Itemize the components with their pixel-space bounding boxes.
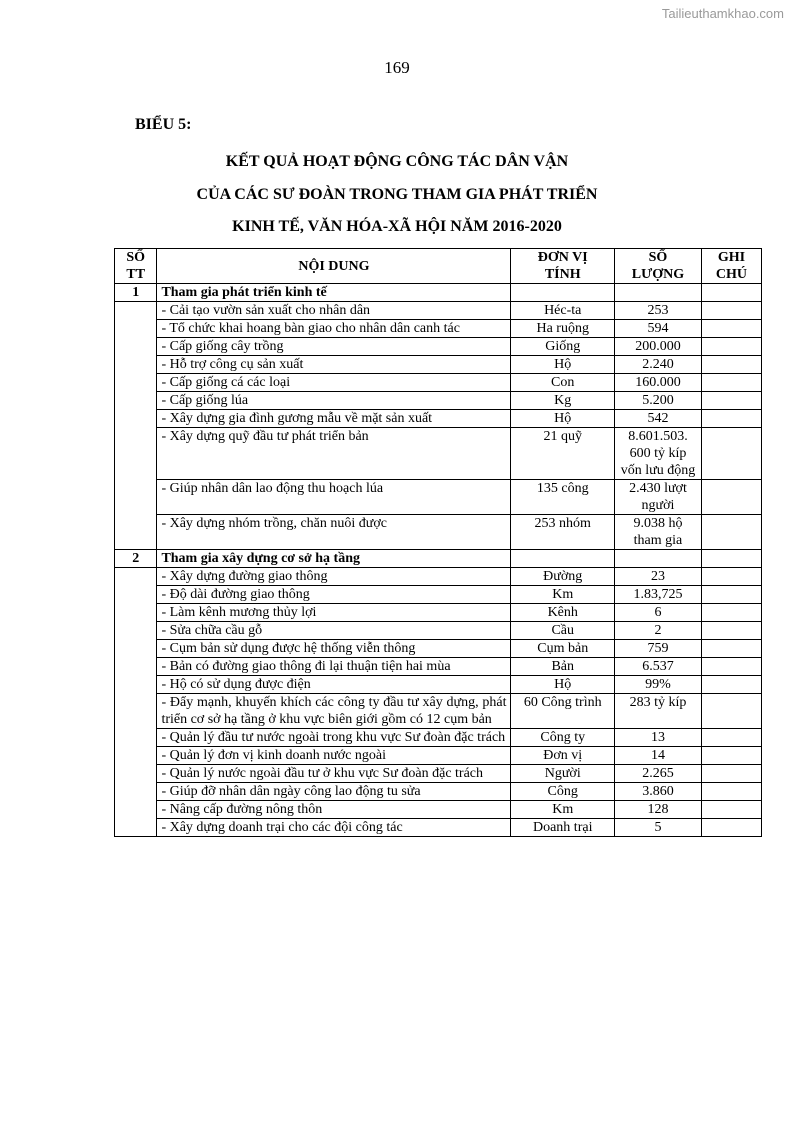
- row-note: [701, 410, 761, 428]
- row-unit: Đơn vị: [511, 747, 615, 765]
- section-number: 1: [115, 284, 157, 302]
- row-qty: 1.83,725: [614, 586, 701, 604]
- row-content: - Độ dài đường giao thông: [157, 586, 511, 604]
- row-content: - Làm kênh mương thủy lợi: [157, 604, 511, 622]
- row-unit: Km: [511, 586, 615, 604]
- row-unit: 253 nhóm: [511, 515, 615, 550]
- header-unit: [511, 249, 615, 284]
- row-unit: Con: [511, 374, 615, 392]
- row-content: - Giúp đỡ nhân dân ngày công lao động tu sửa: [157, 783, 511, 801]
- row-qty: 5: [614, 819, 701, 837]
- header-stt: [115, 249, 157, 284]
- header-note-line-2: CHÚ: [715, 267, 748, 282]
- results-table: [114, 248, 762, 837]
- section-row-2: [115, 550, 762, 568]
- row-unit: 60 Công trình: [511, 694, 615, 729]
- row-unit: Kg: [511, 392, 615, 410]
- table-label: BIỂU 5:: [135, 116, 192, 133]
- header-qty-line-1: SỐ: [648, 250, 668, 265]
- header-qty: [614, 249, 701, 284]
- row-qty: 759: [614, 640, 701, 658]
- row-qty: 2: [614, 622, 701, 640]
- row-qty: 160.000: [614, 374, 701, 392]
- header-stt-line-2: TT: [126, 267, 146, 282]
- row-qty: 2.265: [614, 765, 701, 783]
- row-note: [701, 747, 761, 765]
- row-unit: Công: [511, 783, 615, 801]
- row-note: [701, 428, 761, 480]
- row-unit: Doanh trại: [511, 819, 615, 837]
- row-qty: 23: [614, 568, 701, 586]
- row-qty: 2.430 lượt người: [614, 480, 701, 515]
- row-note: [701, 515, 761, 550]
- row-unit: Kênh: [511, 604, 615, 622]
- page-number: 169: [384, 58, 410, 77]
- row-unit: Km: [511, 801, 615, 819]
- row-content: - Sửa chữa cầu gỗ: [157, 622, 511, 640]
- table-row: [115, 765, 762, 783]
- table-row: [115, 356, 762, 374]
- header-stt-line-1: SỐ: [126, 250, 146, 265]
- row-qty: 283 tỷ kíp: [614, 694, 701, 729]
- section-row-1: [115, 284, 762, 302]
- row-note: [701, 765, 761, 783]
- table-row: [115, 428, 762, 480]
- table-row: [115, 801, 762, 819]
- row-qty: 128: [614, 801, 701, 819]
- row-note: [701, 302, 761, 320]
- row-unit: Giống: [511, 338, 615, 356]
- table-row: [115, 622, 762, 640]
- row-qty: 6: [614, 604, 701, 622]
- row-content: - Nâng cấp đường nông thôn: [157, 801, 511, 819]
- row-note: [701, 729, 761, 747]
- header-content: NỘI DUNG: [157, 249, 511, 284]
- row-unit: Hộ: [511, 676, 615, 694]
- row-note: [701, 480, 761, 515]
- row-content: - Cấp giống lúa: [157, 392, 511, 410]
- row-qty: 594: [614, 320, 701, 338]
- section-title: Tham gia phát triển kinh tế: [157, 284, 511, 302]
- row-qty: 99%: [614, 676, 701, 694]
- row-unit: Đường: [511, 568, 615, 586]
- table-row: [115, 586, 762, 604]
- row-note: [701, 658, 761, 676]
- row-content: - Xây dựng doanh trại cho các đội công tác: [157, 819, 511, 837]
- row-content: - Quản lý đầu tư nước ngoài trong khu vực Sư đoàn đặc trách: [157, 729, 511, 747]
- row-qty: 5.200: [614, 392, 701, 410]
- row-content: - Xây dựng nhóm trồng, chăn nuôi được: [157, 515, 511, 550]
- row-qty: 9.038 hộ tham gia: [614, 515, 701, 550]
- table-row: [115, 604, 762, 622]
- row-qty: 2.240: [614, 356, 701, 374]
- table-row: [115, 568, 762, 586]
- row-qty: 6.537: [614, 658, 701, 676]
- title-line-1: KẾT QUẢ HOẠT ĐỘNG CÔNG TÁC DÂN VẬN: [225, 153, 569, 170]
- row-qty: 14: [614, 747, 701, 765]
- row-content: - Xây dựng quỹ đầu tư phát triển bản: [157, 428, 511, 480]
- row-qty: 542: [614, 410, 701, 428]
- row-note: [701, 374, 761, 392]
- row-content: - Quản lý đơn vị kinh doanh nước ngoài: [157, 747, 511, 765]
- stt-empty-cell: [115, 302, 157, 550]
- row-note: [701, 622, 761, 640]
- table-row: [115, 302, 762, 320]
- row-note: [701, 676, 761, 694]
- table-row: [115, 783, 762, 801]
- row-qty: 253: [614, 302, 701, 320]
- stt-empty-cell: [115, 568, 157, 837]
- row-content: - Xây dựng đường giao thông: [157, 568, 511, 586]
- row-unit: Héc-ta: [511, 302, 615, 320]
- row-note: [701, 586, 761, 604]
- row-content: - Cấp giống cá các loại: [157, 374, 511, 392]
- table-row: [115, 392, 762, 410]
- row-content: - Bản có đường giao thông đi lại thuận tiện hai mùa: [157, 658, 511, 676]
- row-qty: 3.860: [614, 783, 701, 801]
- row-unit: Bản: [511, 658, 615, 676]
- row-content: - Tổ chức khai hoang bàn giao cho nhân dân canh tác: [157, 320, 511, 338]
- table-row: [115, 410, 762, 428]
- row-note: [701, 819, 761, 837]
- row-content: - Giúp nhân dân lao động thu hoạch lúa: [157, 480, 511, 515]
- header-qty-line-2: LƯỢNG: [631, 267, 685, 282]
- table-row: [115, 658, 762, 676]
- table-row: [115, 694, 762, 729]
- row-unit: Hộ: [511, 356, 615, 374]
- row-unit: 21 quỹ: [511, 428, 615, 480]
- table-row: [115, 320, 762, 338]
- table-row: [115, 747, 762, 765]
- row-content: - Xây dựng gia đình gương mẫu về mặt sản xuất: [157, 410, 511, 428]
- row-note: [701, 320, 761, 338]
- row-content: - Hỗ trợ công cụ sản xuất: [157, 356, 511, 374]
- section-title: Tham gia xây dựng cơ sở hạ tầng: [157, 550, 511, 568]
- table-row: [115, 338, 762, 356]
- row-unit: Cụm bản: [511, 640, 615, 658]
- table-row: [115, 676, 762, 694]
- table-row: [115, 374, 762, 392]
- title-line-3: KINH TẾ, VĂN HÓA-XÃ HỘI NĂM 2016-2020: [232, 218, 562, 235]
- table-row: [115, 480, 762, 515]
- row-qty: 13: [614, 729, 701, 747]
- row-qty: 8.601.503. 600 tỷ kíp vốn lưu động: [614, 428, 701, 480]
- section-number: 2: [115, 550, 157, 568]
- title-line-2: CỦA CÁC SƯ ĐOÀN TRONG THAM GIA PHÁT TRIỂN: [196, 186, 598, 203]
- row-qty: 200.000: [614, 338, 701, 356]
- header-unit-line-2: TÍNH: [544, 267, 581, 282]
- table-row: [115, 515, 762, 550]
- row-note: [701, 568, 761, 586]
- row-content: - Cải tạo vườn sản xuất cho nhân dân: [157, 302, 511, 320]
- table-row: [115, 819, 762, 837]
- row-content: - Cụm bản sử dụng được hệ thống viễn thông: [157, 640, 511, 658]
- row-content: - Cấp giống cây trồng: [157, 338, 511, 356]
- row-content: - Hộ có sử dụng được điện: [157, 676, 511, 694]
- row-note: [701, 640, 761, 658]
- header-note-line-1: GHI: [717, 250, 746, 265]
- row-unit: Công ty: [511, 729, 615, 747]
- row-note: [701, 801, 761, 819]
- table-header-row: [115, 249, 762, 284]
- row-note: [701, 392, 761, 410]
- row-unit: Ha ruộng: [511, 320, 615, 338]
- row-unit: 135 công: [511, 480, 615, 515]
- row-note: [701, 338, 761, 356]
- row-note: [701, 694, 761, 729]
- row-note: [701, 356, 761, 374]
- row-unit: Cầu: [511, 622, 615, 640]
- row-note: [701, 604, 761, 622]
- row-content: - Quản lý nước ngoài đầu tư ở khu vực Sư đoàn đặc trách: [157, 765, 511, 783]
- watermark-text: Tailieuthamkhao.com: [661, 6, 784, 21]
- header-note: [701, 249, 761, 284]
- header-unit-line-1: ĐƠN VỊ: [537, 250, 588, 265]
- table-row: [115, 729, 762, 747]
- row-note: [701, 783, 761, 801]
- table-row: [115, 640, 762, 658]
- row-content: - Đẩy mạnh, khuyến khích các công ty đầu tư xây dựng, phát triển cơ sở hạ tầng ở khu vực biên giới gồm có 12 cụm bản: [157, 694, 511, 729]
- row-unit: Hộ: [511, 410, 615, 428]
- row-unit: Người: [511, 765, 615, 783]
